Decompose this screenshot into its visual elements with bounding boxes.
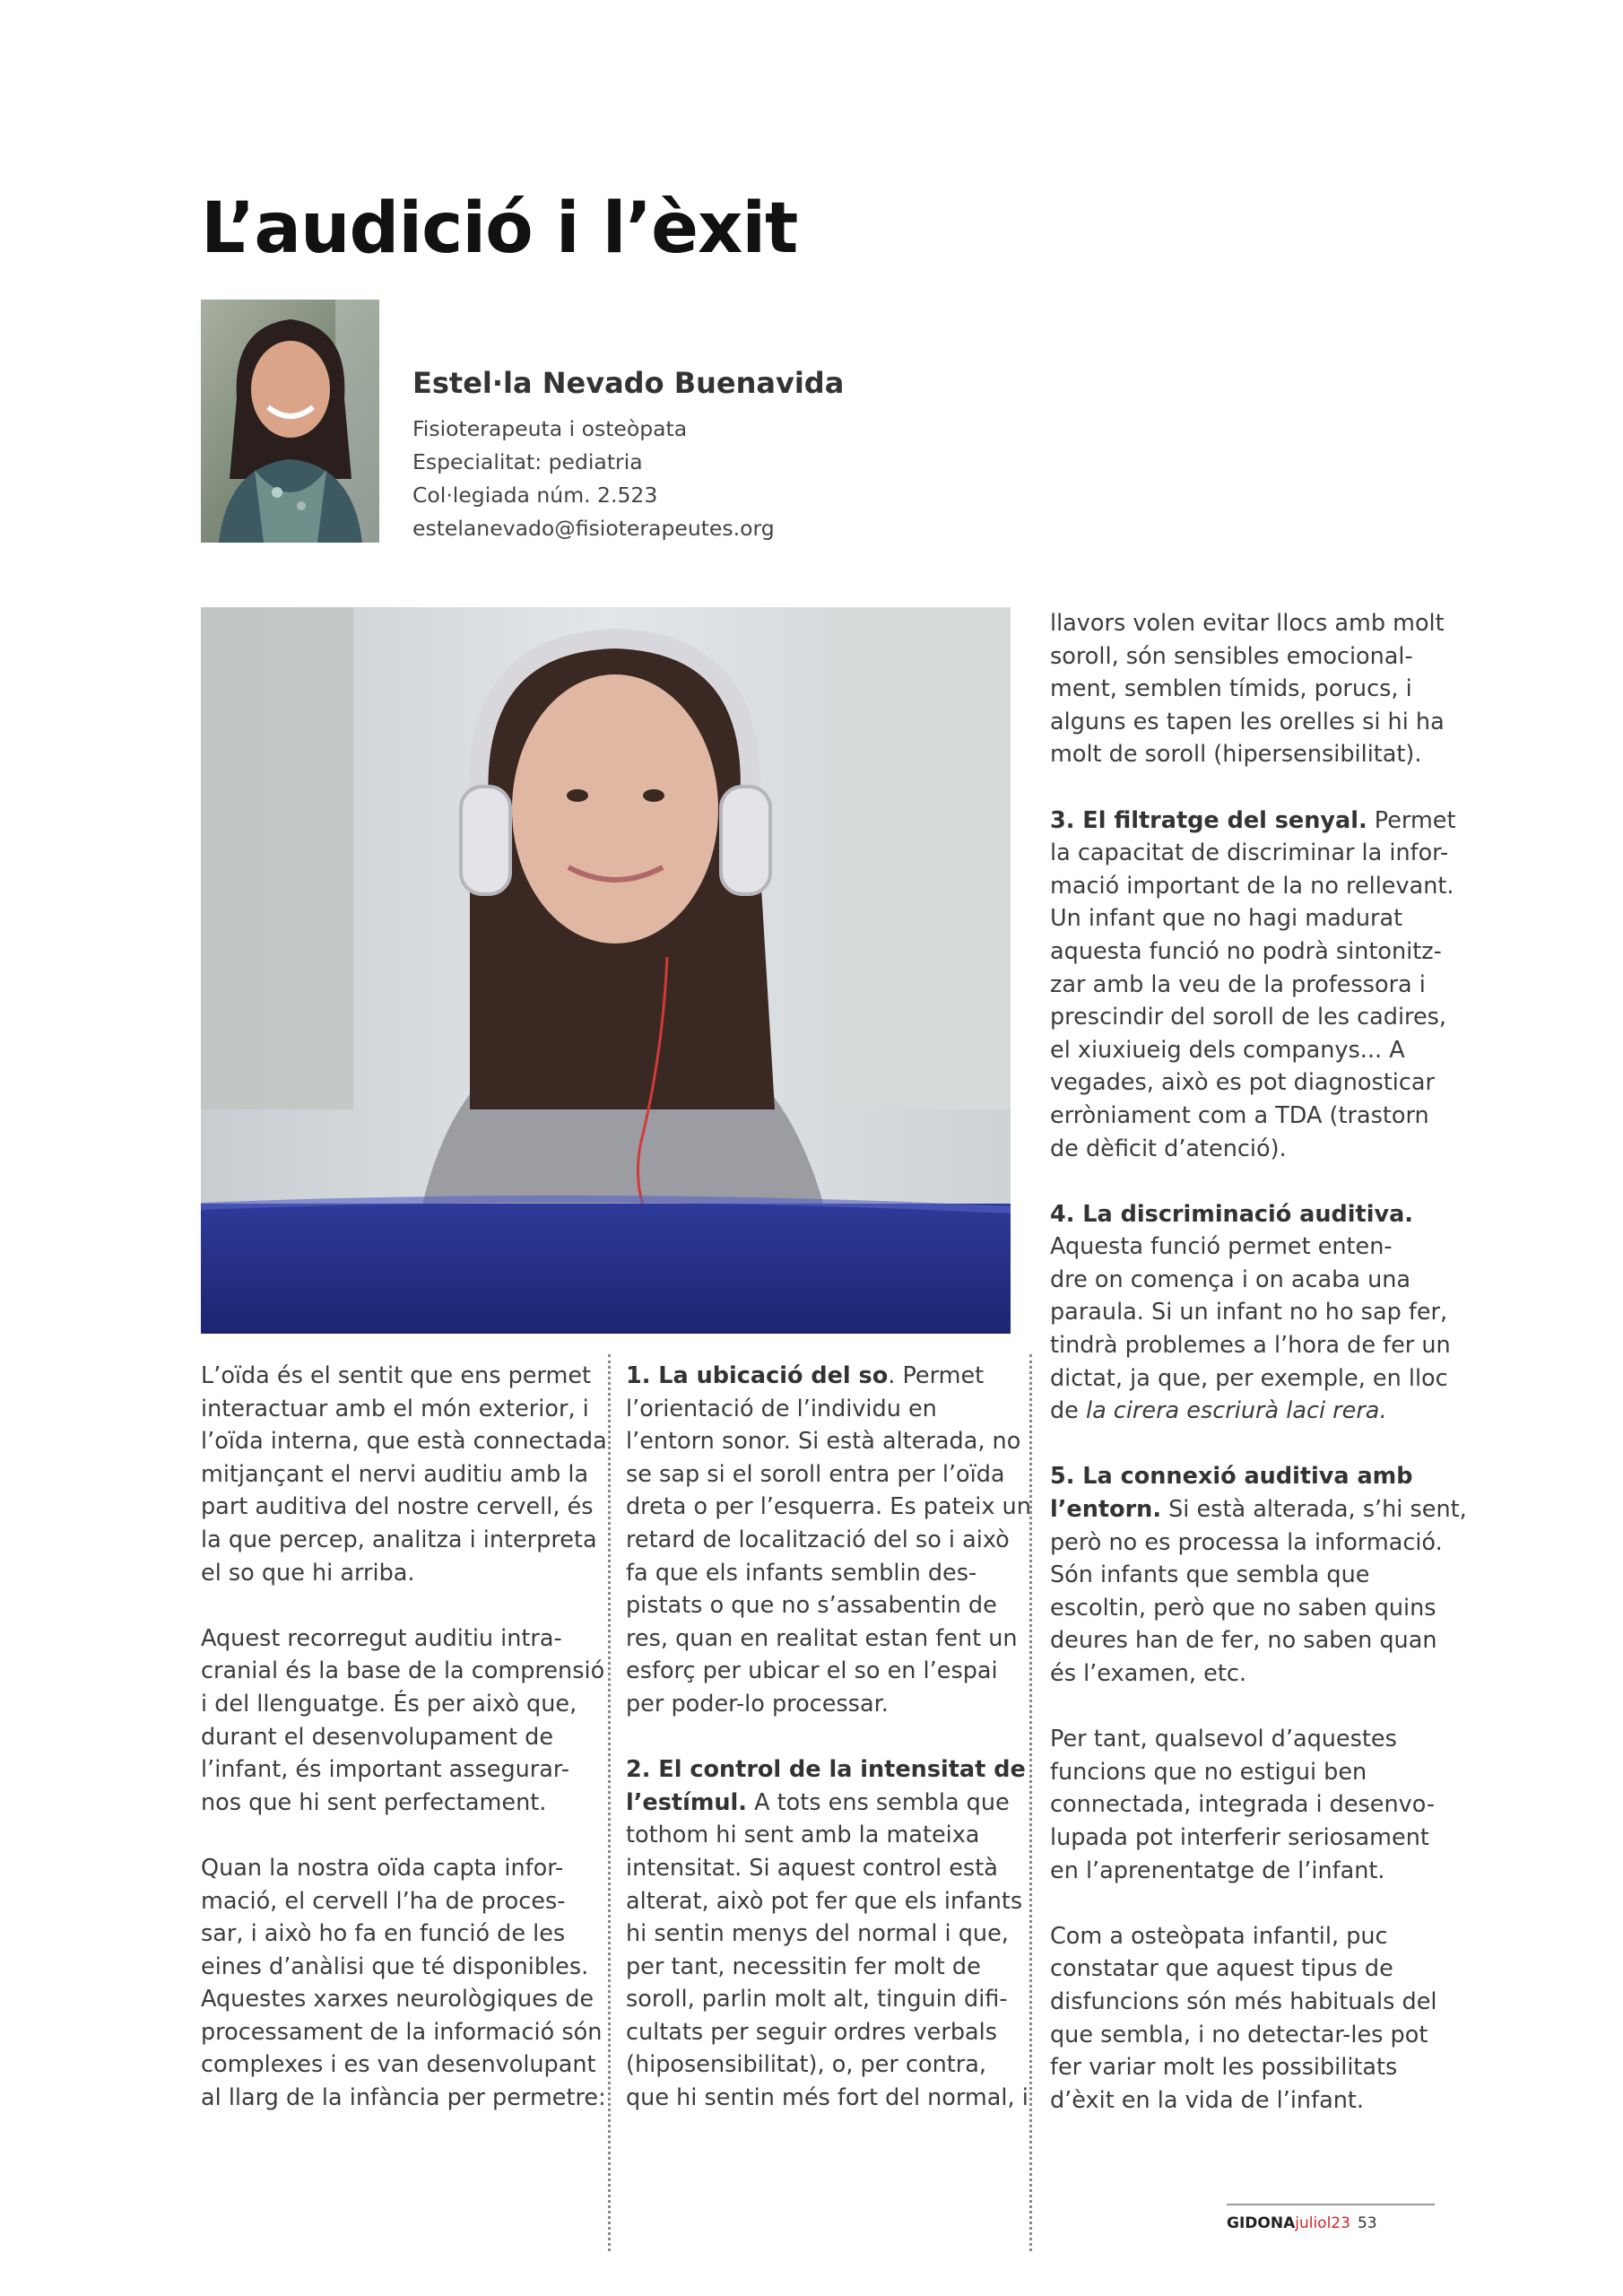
text-line: mació important de la no rellevant. xyxy=(1050,872,1454,900)
author-info xyxy=(412,362,915,545)
text-line: durant el desenvolupament de xyxy=(201,1723,554,1751)
text-line: l’entorn sonor. Si està alterada, no xyxy=(626,1428,1021,1456)
text-line: mació, el cervell l’ha de proces- xyxy=(201,1887,566,1915)
text-line: hi sentin menys del normal i que, xyxy=(626,1920,1009,1948)
text-line: sar, i això ho fa en funció de les xyxy=(201,1920,566,1948)
text-line: el so que hi arriba. xyxy=(201,1559,415,1587)
text-line: però no es processa la informació. xyxy=(1050,1528,1443,1556)
text-line: interactuar amb el món exterior, i xyxy=(201,1395,589,1422)
text-line: que sembla, i no detectar-les pot xyxy=(1050,2021,1428,2048)
column-1 xyxy=(201,1360,607,2147)
text-line: alguns es tapen les orelles si hi ha xyxy=(1050,708,1445,735)
text-line: cultats per seguir ordres verbals xyxy=(626,2018,998,2046)
column-3 xyxy=(1050,607,1467,2150)
paragraph-conclusion xyxy=(1050,1723,1445,1887)
text-line: llavors volen evitar llocs amb molt xyxy=(1050,610,1445,637)
text-line: Aquesta funció permet enten- xyxy=(1050,1233,1393,1261)
text-line: l’oïda interna, que està connectada xyxy=(201,1428,607,1456)
text-line xyxy=(1050,804,1456,838)
text-line: ment, semblen tímids, porucs, i xyxy=(1050,675,1412,703)
author-email: estelanevado@fisioterapeutes.org xyxy=(412,516,775,541)
text-line: molt de soroll (hipersensibilitat). xyxy=(1050,741,1422,769)
text-line: escoltin, però que no saben quins xyxy=(1050,1594,1436,1622)
text-line: disfuncions són més habituals del xyxy=(1050,1987,1437,2015)
text-line xyxy=(626,1787,1020,1820)
text-line: fa que els infants semblin des- xyxy=(626,1559,977,1587)
text-line: pistats o que no s’assabentin de xyxy=(626,1592,997,1620)
text-run: Permet xyxy=(1367,806,1456,834)
text-line: eines d’anàlisi que té disponibles. xyxy=(201,1952,589,1980)
text-line: deures han de fer, no saben quan xyxy=(1050,1627,1437,1655)
text-line: la capacitat de discriminar la infor- xyxy=(1050,839,1449,867)
hero-photo-image xyxy=(201,607,1011,1334)
footer xyxy=(1227,2213,1377,2234)
text-line: connectada, integrada i desenvo- xyxy=(1050,1791,1436,1819)
column-divider-1 xyxy=(608,1354,611,2251)
text-line: és l’examen, etc. xyxy=(1050,1660,1246,1687)
text-run: Si està alterada, s’hi sent, xyxy=(1161,1496,1467,1524)
column-2 xyxy=(626,1360,1031,2147)
paragraph-closing xyxy=(1050,1920,1445,2118)
section-intensity-control xyxy=(626,1753,1028,2115)
text-line: dreta o per l’esquerra. Es pateix un xyxy=(626,1493,1031,1521)
text-line: en l’aprenentatge de l’infant. xyxy=(1050,1857,1385,1884)
text-line: paraula. Si un infant no ho sap fer, xyxy=(1050,1299,1448,1326)
text-line: la que percep, analitza i interpreta xyxy=(201,1526,597,1553)
text-line: Aquestes xarxes neurològiques de xyxy=(201,1986,595,2013)
magazine-name: GIDONA xyxy=(1227,2214,1296,2232)
text-line: zar amb la veu de la professora i xyxy=(1050,970,1426,998)
section-auditory-discrimination xyxy=(1050,1198,1451,1428)
text-line: processament de la informació són xyxy=(201,2018,603,2046)
text-line: tothom hi sent amb la mateixa xyxy=(626,1822,980,1849)
text-line: part auditiva del nostre cervell, és xyxy=(201,1493,594,1521)
text-line: esforç per ubicar el so en l’espai xyxy=(626,1657,998,1685)
text-line: se sap si el soroll entra per l’oïda xyxy=(626,1460,1005,1488)
text-line: que hi sentin més fort del normal, i xyxy=(626,2084,1028,2112)
paragraph-intro xyxy=(201,1360,607,1589)
text-line: nos que hi sent perfectament. xyxy=(201,1788,547,1816)
author-name: Estel·la Nevado Buenavida xyxy=(412,366,845,400)
author-photo xyxy=(201,300,379,543)
text-line: al llarg de la infància per permetre: xyxy=(201,2084,606,2112)
author-specialty: Especialitat: pediatria xyxy=(412,449,643,474)
text-line: complexes i es van desenvolupant xyxy=(201,2051,596,2079)
section-heading: 1. La ubicació del so xyxy=(626,1362,889,1389)
text-line: vegades, això es pot diagnosticar xyxy=(1050,1069,1436,1097)
text-line: Aquest recorregut auditiu intra- xyxy=(201,1624,562,1652)
text-line: tindrà problemes a l’hora de fer un xyxy=(1050,1332,1451,1360)
section-sound-location xyxy=(626,1360,1031,1721)
paragraph-pathway xyxy=(201,1622,605,1820)
paragraph-processing xyxy=(201,1852,606,2115)
text-line: i del llenguatge. És per això que, xyxy=(201,1690,577,1718)
text-line: aquesta funció no podrà sintonitz- xyxy=(1050,937,1442,965)
section-heading: l’estímul. xyxy=(626,1788,747,1816)
text-run: de xyxy=(1050,1397,1086,1425)
text-line: per tant, necessitin fer molt de xyxy=(626,1952,981,1980)
hero-photo xyxy=(201,607,1011,1334)
text-line: per poder-lo processar. xyxy=(626,1690,889,1718)
text-line xyxy=(1050,1493,1467,1526)
text-line: l’infant, és important assegurar- xyxy=(201,1756,569,1784)
issue-label: juliol23 xyxy=(1295,2214,1350,2232)
text-line: Són infants que sembla que xyxy=(1050,1561,1370,1589)
text-line: intensitat. Si aquest control està xyxy=(626,1854,998,1882)
page-number: 53 xyxy=(1357,2214,1377,2232)
text-line: l’orientació de l’individu en xyxy=(626,1395,937,1422)
text-line: alterat, això pot fer que els infants xyxy=(626,1887,1023,1915)
text-line: el xiuxiueig dels companys... A xyxy=(1050,1036,1405,1064)
author-license: Col·legiada núm. 2.523 xyxy=(412,483,658,508)
section-heading: l’entorn. xyxy=(1050,1496,1162,1524)
text-run: . Permet xyxy=(888,1362,985,1389)
author-photo-image xyxy=(201,300,379,543)
text-line: dictat, ja que, per exemple, en lloc xyxy=(1050,1364,1448,1392)
text-line: retard de localització del so i això xyxy=(626,1526,1010,1553)
text-line: constatar que aquest tipus de xyxy=(1050,1955,1393,1983)
text-line: L’oïda és el sentit que ens permet xyxy=(201,1362,592,1389)
text-line: (hiposensibilitat), o, per contra, xyxy=(626,2051,986,2079)
text-line xyxy=(1050,1395,1445,1428)
text-line: funcions que no estigui ben xyxy=(1050,1758,1367,1786)
paragraph-continuation xyxy=(1050,607,1445,771)
text-line: res, quan en realitat estan fent un xyxy=(626,1624,1018,1652)
text-line: Quan la nostra oïda capta infor- xyxy=(201,1854,564,1882)
text-line: Un infant que no hagi madurat xyxy=(1050,905,1403,933)
text-line: dre on comença i on acaba una xyxy=(1050,1265,1411,1293)
text-line: Per tant, qualsevol d’aquestes xyxy=(1050,1726,1397,1753)
column-divider-2 xyxy=(1029,1354,1032,2251)
section-auditory-connection xyxy=(1050,1460,1467,1690)
example-text: la cirera escriurà laci rera. xyxy=(1085,1397,1387,1425)
author-profession: Fisioterapeuta i osteòpata xyxy=(412,416,688,441)
text-line: d’èxit en la vida de l’infant. xyxy=(1050,2086,1364,2114)
article-title: L’audició i l’èxit xyxy=(201,188,798,269)
text-line xyxy=(626,1360,1020,1393)
section-heading: 5. La connexió auditiva amb xyxy=(1050,1463,1413,1491)
text-line: cranial és la base de la comprensió xyxy=(201,1657,605,1685)
text-line: fer variar molt les possibilitats xyxy=(1050,2054,1398,2082)
text-run: A tots ens sembla que xyxy=(746,1788,1010,1816)
section-heading: 2. El control de la intensitat de xyxy=(626,1756,1026,1784)
text-line: erròniament com a TDA (trastorn xyxy=(1050,1101,1429,1129)
section-signal-filtering xyxy=(1050,804,1456,1166)
text-line: lupada pot interferir seriosament xyxy=(1050,1823,1429,1851)
text-line: mitjançant el nervi auditiu amb la xyxy=(201,1460,589,1488)
footer-rule xyxy=(1227,2204,1435,2205)
section-heading: 3. El filtratge del senyal. xyxy=(1050,806,1367,834)
text-line: soroll, són sensibles emocional- xyxy=(1050,642,1413,670)
section-heading: 4. La discriminació auditiva. xyxy=(1050,1200,1413,1228)
text-line: de dèficit d’atenció). xyxy=(1050,1135,1287,1162)
text-line: Com a osteòpata infantil, puc xyxy=(1050,1922,1388,1950)
text-line: soroll, parlin molt alt, tinguin difi- xyxy=(626,1986,1008,2013)
text-line: prescindir del soroll de les cadires, xyxy=(1050,1004,1447,1031)
